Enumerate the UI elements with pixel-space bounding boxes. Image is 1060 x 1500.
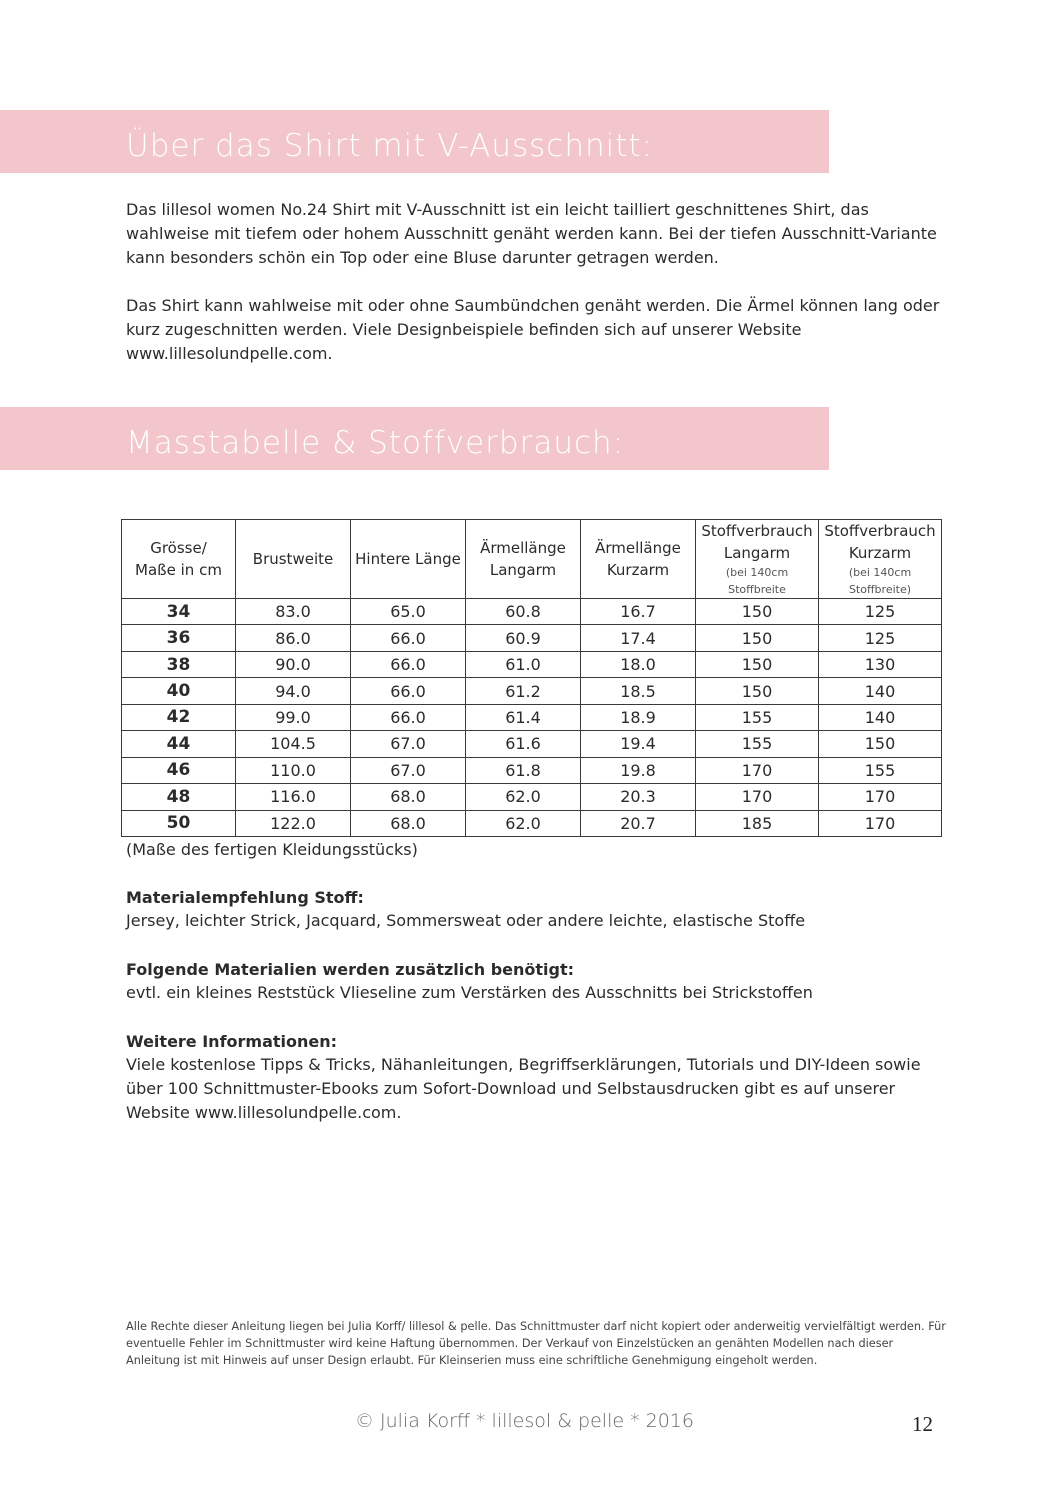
table-row — [122, 784, 942, 810]
header-sublabel: (bei 140cm — [848, 566, 912, 579]
table-cell: 65.0 — [351, 599, 466, 625]
size-cell: 34 — [122, 599, 236, 625]
size-cell: 40 — [122, 678, 236, 704]
table-cell: 170 — [819, 810, 942, 837]
table-cell: 130 — [819, 651, 942, 677]
material-text: Jersey, leichter Strick, Jacquard, Sommersweat oder andere leichte, elastische Stoffe — [126, 911, 806, 930]
info-text: Viele kostenlose Tipps & Tricks, Nähanleitungen, Begriffserklärungen, Tutorials und DIY-Ideen sowie über 100 Schnittmuster-Ebooks zum Sofort-Download und Selbstausdrucken gibt es auf unserer Website www.lillesolundpelle.com. — [126, 1055, 921, 1122]
table-note: (Maße des fertigen Kleidungsstücks) — [126, 840, 418, 859]
table-cell: 125 — [819, 625, 942, 651]
table-cell: 116.0 — [236, 784, 351, 810]
size-cell: 42 — [122, 704, 236, 730]
table-row — [122, 599, 942, 625]
size-cell: 36 — [122, 625, 236, 651]
size-table-header-cell — [466, 520, 581, 599]
material-heading: Materialempfehlung Stoff: — [126, 888, 364, 907]
table-cell: 150 — [696, 678, 819, 704]
header-sublabel: Stoffbreite) — [848, 583, 912, 596]
table-cell: 19.8 — [581, 757, 696, 783]
table-cell: 61.6 — [466, 731, 581, 757]
table-cell: 61.8 — [466, 757, 581, 783]
table-cell: 18.0 — [581, 651, 696, 677]
table-cell: 19.4 — [581, 731, 696, 757]
table-cell: 18.5 — [581, 678, 696, 704]
size-cell: 46 — [122, 757, 236, 783]
size-table-header-cell — [351, 520, 466, 599]
table-cell: 68.0 — [351, 784, 466, 810]
table-cell: 94.0 — [236, 678, 351, 704]
extra-materials-text: evtl. ein kleines Reststück Vlieseline zum Verstärken des Ausschnitts bei Strickstoffen — [126, 983, 813, 1002]
table-cell: 99.0 — [236, 704, 351, 730]
table-row — [122, 651, 942, 677]
table-row — [122, 625, 942, 651]
table-row — [122, 704, 942, 730]
table-cell: 150 — [696, 651, 819, 677]
table-cell: 66.0 — [351, 651, 466, 677]
table-cell: 155 — [819, 757, 942, 783]
table-cell: 62.0 — [466, 784, 581, 810]
size-table-header-cell — [236, 520, 351, 599]
table-row — [122, 731, 942, 757]
size-table-header-row — [122, 520, 942, 599]
legal-notice: Alle Rechte dieser Anleitung liegen bei Julia Korff/ lillesol & pelle. Das Schnittmuster darf nicht kopiert oder anderweitig vervielfältigt werden. Für eventuelle Fehler im Schnittmuster wird keine Haftung übernommen. Der Verkauf von Einzelstücken an genähten Modellen nach dieser Anleitung ist mit Hinweis auf unser Design erlaubt. Für Kleinserien muss eine schriftliche Genehmigung eingeholt werden. — [126, 1320, 946, 1367]
table-cell: 60.9 — [466, 625, 581, 651]
table-cell: 155 — [696, 704, 819, 730]
table-cell: 110.0 — [236, 757, 351, 783]
table-cell: 20.7 — [581, 810, 696, 837]
table-cell: 122.0 — [236, 810, 351, 837]
table-cell: 61.2 — [466, 678, 581, 704]
table-cell: 67.0 — [351, 731, 466, 757]
table-cell: 104.5 — [236, 731, 351, 757]
table-cell: 155 — [696, 731, 819, 757]
size-table-header-cell — [581, 520, 696, 599]
table-cell: 170 — [819, 784, 942, 810]
info-heading: Weitere Informationen: — [126, 1032, 338, 1051]
size-table-body — [122, 599, 942, 837]
table-cell: 185 — [696, 810, 819, 837]
page-number: 12 — [912, 1412, 933, 1436]
section-title-size-table: Masstabelle & Stoffverbrauch: — [126, 425, 625, 461]
size-cell: 44 — [122, 731, 236, 757]
size-cell: 48 — [122, 784, 236, 810]
table-cell: 17.4 — [581, 625, 696, 651]
header-sublabel: Stoffbreite — [728, 583, 786, 596]
header-label: Brustweite — [252, 550, 334, 568]
section-banner-size-table — [0, 407, 829, 470]
header-sublabel: (bei 140cm — [725, 566, 789, 579]
size-table-header-cell — [122, 520, 236, 599]
header-label: Langarm — [723, 544, 791, 562]
section-title-about: Über das Shirt mit V-Ausschnitt: — [126, 128, 653, 164]
header-label: Stoffverbrauch — [824, 522, 936, 540]
table-cell: 170 — [696, 757, 819, 783]
table-cell: 140 — [819, 678, 942, 704]
table-cell: 150 — [696, 625, 819, 651]
table-cell: 67.0 — [351, 757, 466, 783]
extra-materials-heading: Folgende Materialien werden zusätzlich benötigt: — [126, 960, 575, 979]
table-cell: 20.3 — [581, 784, 696, 810]
table-row — [122, 757, 942, 783]
table-cell: 61.0 — [466, 651, 581, 677]
about-paragraph-2: Das Shirt kann wahlweise mit oder ohne Saumbündchen genäht werden. Die Ärmel können lang oder kurz zugeschnitten werden. Viele Designbeispiele befinden sich auf unserer Website www.lillesolundpelle.com. — [126, 296, 940, 363]
header-label: Hintere Länge — [355, 550, 461, 568]
table-cell: 150 — [696, 599, 819, 625]
size-table — [121, 519, 942, 837]
table-cell: 170 — [696, 784, 819, 810]
size-cell: 50 — [122, 810, 236, 837]
header-label: Maße in cm — [135, 561, 222, 579]
table-cell: 62.0 — [466, 810, 581, 837]
header-label: Grösse/ — [150, 539, 207, 557]
size-cell: 38 — [122, 651, 236, 677]
header-label: Ärmellänge — [595, 539, 681, 557]
table-cell: 86.0 — [236, 625, 351, 651]
table-cell: 83.0 — [236, 599, 351, 625]
table-row — [122, 810, 942, 837]
header-label: Stoffverbrauch — [701, 522, 813, 540]
header-label: Langarm — [489, 561, 557, 579]
table-cell: 66.0 — [351, 704, 466, 730]
table-cell: 140 — [819, 704, 942, 730]
table-cell: 150 — [819, 731, 942, 757]
footer-copyright: © Julia Korff * lillesol & pelle * 2016 — [355, 1410, 694, 1432]
table-cell: 16.7 — [581, 599, 696, 625]
table-cell: 68.0 — [351, 810, 466, 837]
table-cell: 60.8 — [466, 599, 581, 625]
header-label: Kurzarm — [606, 561, 670, 579]
size-table-header-cell — [696, 520, 819, 599]
table-cell: 125 — [819, 599, 942, 625]
about-paragraph-1: Das lillesol women No.24 Shirt mit V-Ausschnitt ist ein leicht tailliert geschnittenes Shirt, das wahlweise mit tiefem oder hohem Ausschnitt genäht werden kann. Bei der tiefen Ausschnitt-Variante kann besonders schön ein Top oder eine Bluse darunter getragen werden. — [126, 200, 937, 267]
table-row — [122, 678, 942, 704]
table-cell: 18.9 — [581, 704, 696, 730]
table-cell: 61.4 — [466, 704, 581, 730]
table-cell: 66.0 — [351, 625, 466, 651]
size-table-header-cell — [819, 520, 942, 599]
header-label: Kurzarm — [848, 544, 912, 562]
section-banner-about — [0, 110, 829, 173]
header-label: Ärmellänge — [480, 539, 566, 557]
table-cell: 66.0 — [351, 678, 466, 704]
table-cell: 90.0 — [236, 651, 351, 677]
